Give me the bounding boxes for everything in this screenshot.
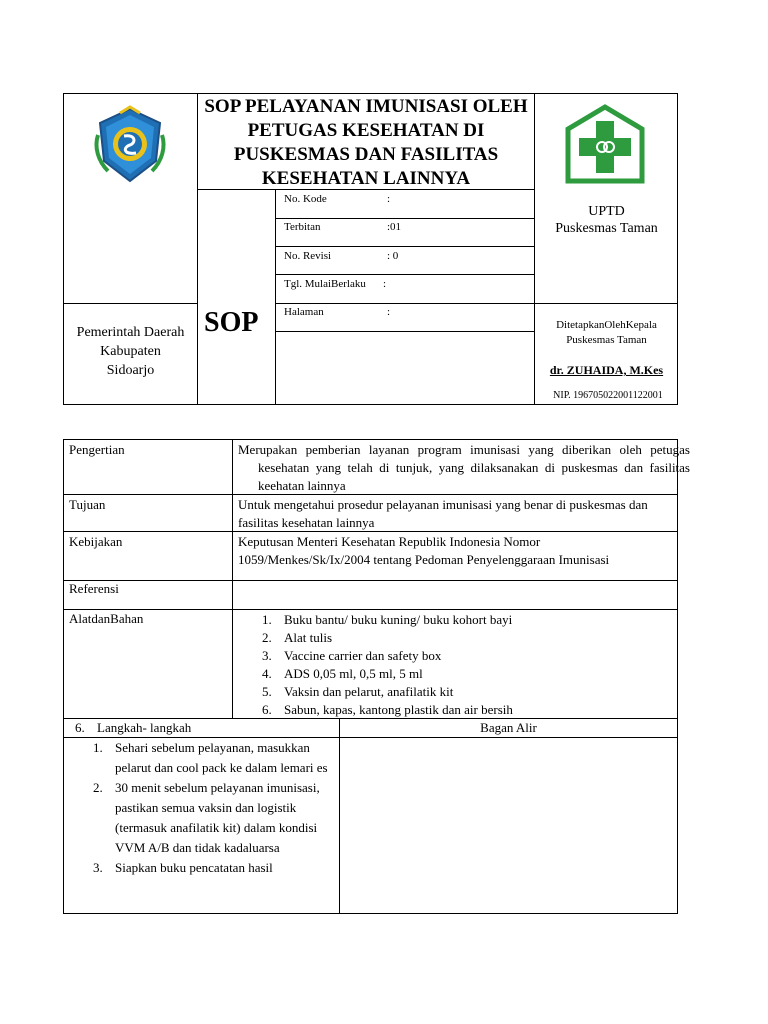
right-organization [535,203,678,237]
tujuan-text: Untuk mengetahui prosedur pelayanan imunisasi yang benar di puskesmas dan fasilitas kesehatan lainnya [238,497,648,530]
row-label-referensi: Referensi [69,581,119,596]
meta-tanggal-label: Tgl. MulaiBerlaku [284,278,366,290]
left-organization [64,323,197,380]
right-org-line-1: UPTD [588,204,625,219]
meta-halaman-label: Halaman [284,306,324,318]
meta-revisi-label: No. Revisi [284,250,332,262]
approval-nip: NIP. 196705022001122001 [553,390,663,401]
pengertian-text: Merupakan pemberian layanan program imunisasi yang diberikan oleh petugas kesehatan yang telah di tunjuk, yang dilaksanakan di puskesmas dan fasilitas keehatan lainnya [238,442,690,493]
list-item: 3. Vaccine carrier dan safety box [262,648,442,663]
meta-revisi-value: : 0 [387,250,399,262]
langkah-step-1: Sehari sebelum pelayanan, masukkan pelarut dan cool pack ke dalam lemari es [115,740,328,775]
bagan-alir-header: Bagan Alir [480,720,537,735]
approval-line-2: Puskesmas Taman [566,334,647,346]
list-item: 2. 30 menit sebelum pelayanan imunisasi, pastikan semua vaksin dan logistik (termasuk anafilatik kit) dalam kondisi VVM A/B dan tidak kadaluarsa [93,778,333,858]
alat-item-6: Sabun, kapas, kantong plastik dan air bersih [284,702,513,717]
kebijakan-text: Keputusan Menteri Kesehatan Republik Indonesia Nomor 1059/Menkes/Sk/Ix/2004 tentang Pedoman Penyelenggaraan Imunisasi [238,534,610,567]
langkah-step-2: 30 menit sebelum pelayanan imunisasi, pastikan semua vaksin dan logistik (termasuk anafilatik kit) dalam kondisi VVM A/B dan tidak kadaluarsa [115,780,320,855]
list-item: 3. Siapkan buku pencatatan hasil [93,858,333,878]
page-title: SOP PELAYANAN IMUNISASI OLEH PETUGAS KESEHATAN DI PUSKESMAS DAN FASILITAS KESEHATAN LAINNYA [204,96,528,189]
meta-halaman-value: : [387,306,391,318]
left-org-line-3: Sidoarjo [106,363,155,378]
list-item: 1. Buku bantu/ buku kuning/ buku kohort bayi [262,612,513,627]
approval-block [535,318,678,348]
meta-kode-label: No. Kode [284,193,327,205]
meta-terbitan-label: Terbitan [284,221,321,233]
row-label-kebijakan: Kebijakan [69,534,123,549]
alat-item-5: Vaksin dan pelarut, anafilatik kit [284,684,454,699]
row-label-pengertian: Pengertian [69,442,125,457]
meta-terbitan-value: :01 [387,221,402,233]
right-org-line-2: Puskesmas Taman [555,221,658,236]
sop-label: SOP [204,307,259,338]
left-org-line-2: Kabupaten [100,344,161,359]
approval-line-1: DitetapkanOlehKepala [556,319,657,331]
list-item: 1. Sehari sebelum pelayanan, masukkan pelarut dan cool pack ke dalam lemari es [93,738,333,778]
list-item: 2. Alat tulis [262,630,333,645]
row-label-alat: AlatdanBahan [69,611,144,626]
list-item: 5. Vaksin dan pelarut, anafilatik kit [262,684,454,699]
alat-list [262,611,672,719]
list-item: 6. Sabun, kapas, kantong plastik dan air bersih [262,702,513,717]
row-label-tujuan: Tujuan [69,497,106,512]
regional-emblem-logo [90,105,170,185]
meta-tanggal-value: : [383,278,387,290]
langkah-steps [93,738,333,878]
list-item: 4. ADS 0,05 ml, 0,5 ml, 5 ml [262,666,423,681]
left-org-line-1: Pemerintah Daerah [76,325,185,340]
langkah-step-3: Siapkan buku pencatatan hasil [115,860,273,875]
alat-item-3: Vaccine carrier dan safety box [284,648,442,663]
alat-item-2: Alat tulis [284,630,333,645]
puskesmas-logo [564,103,646,187]
langkah-header-num: 6. [75,720,85,735]
langkah-header-label: Langkah- langkah [97,720,192,735]
meta-kode-value: : [387,193,391,205]
approval-name: dr. ZUHAIDA, M.Kes [549,363,664,377]
alat-item-4: ADS 0,05 ml, 0,5 ml, 5 ml [284,666,423,681]
alat-item-1: Buku bantu/ buku kuning/ buku kohort bayi [284,612,513,627]
